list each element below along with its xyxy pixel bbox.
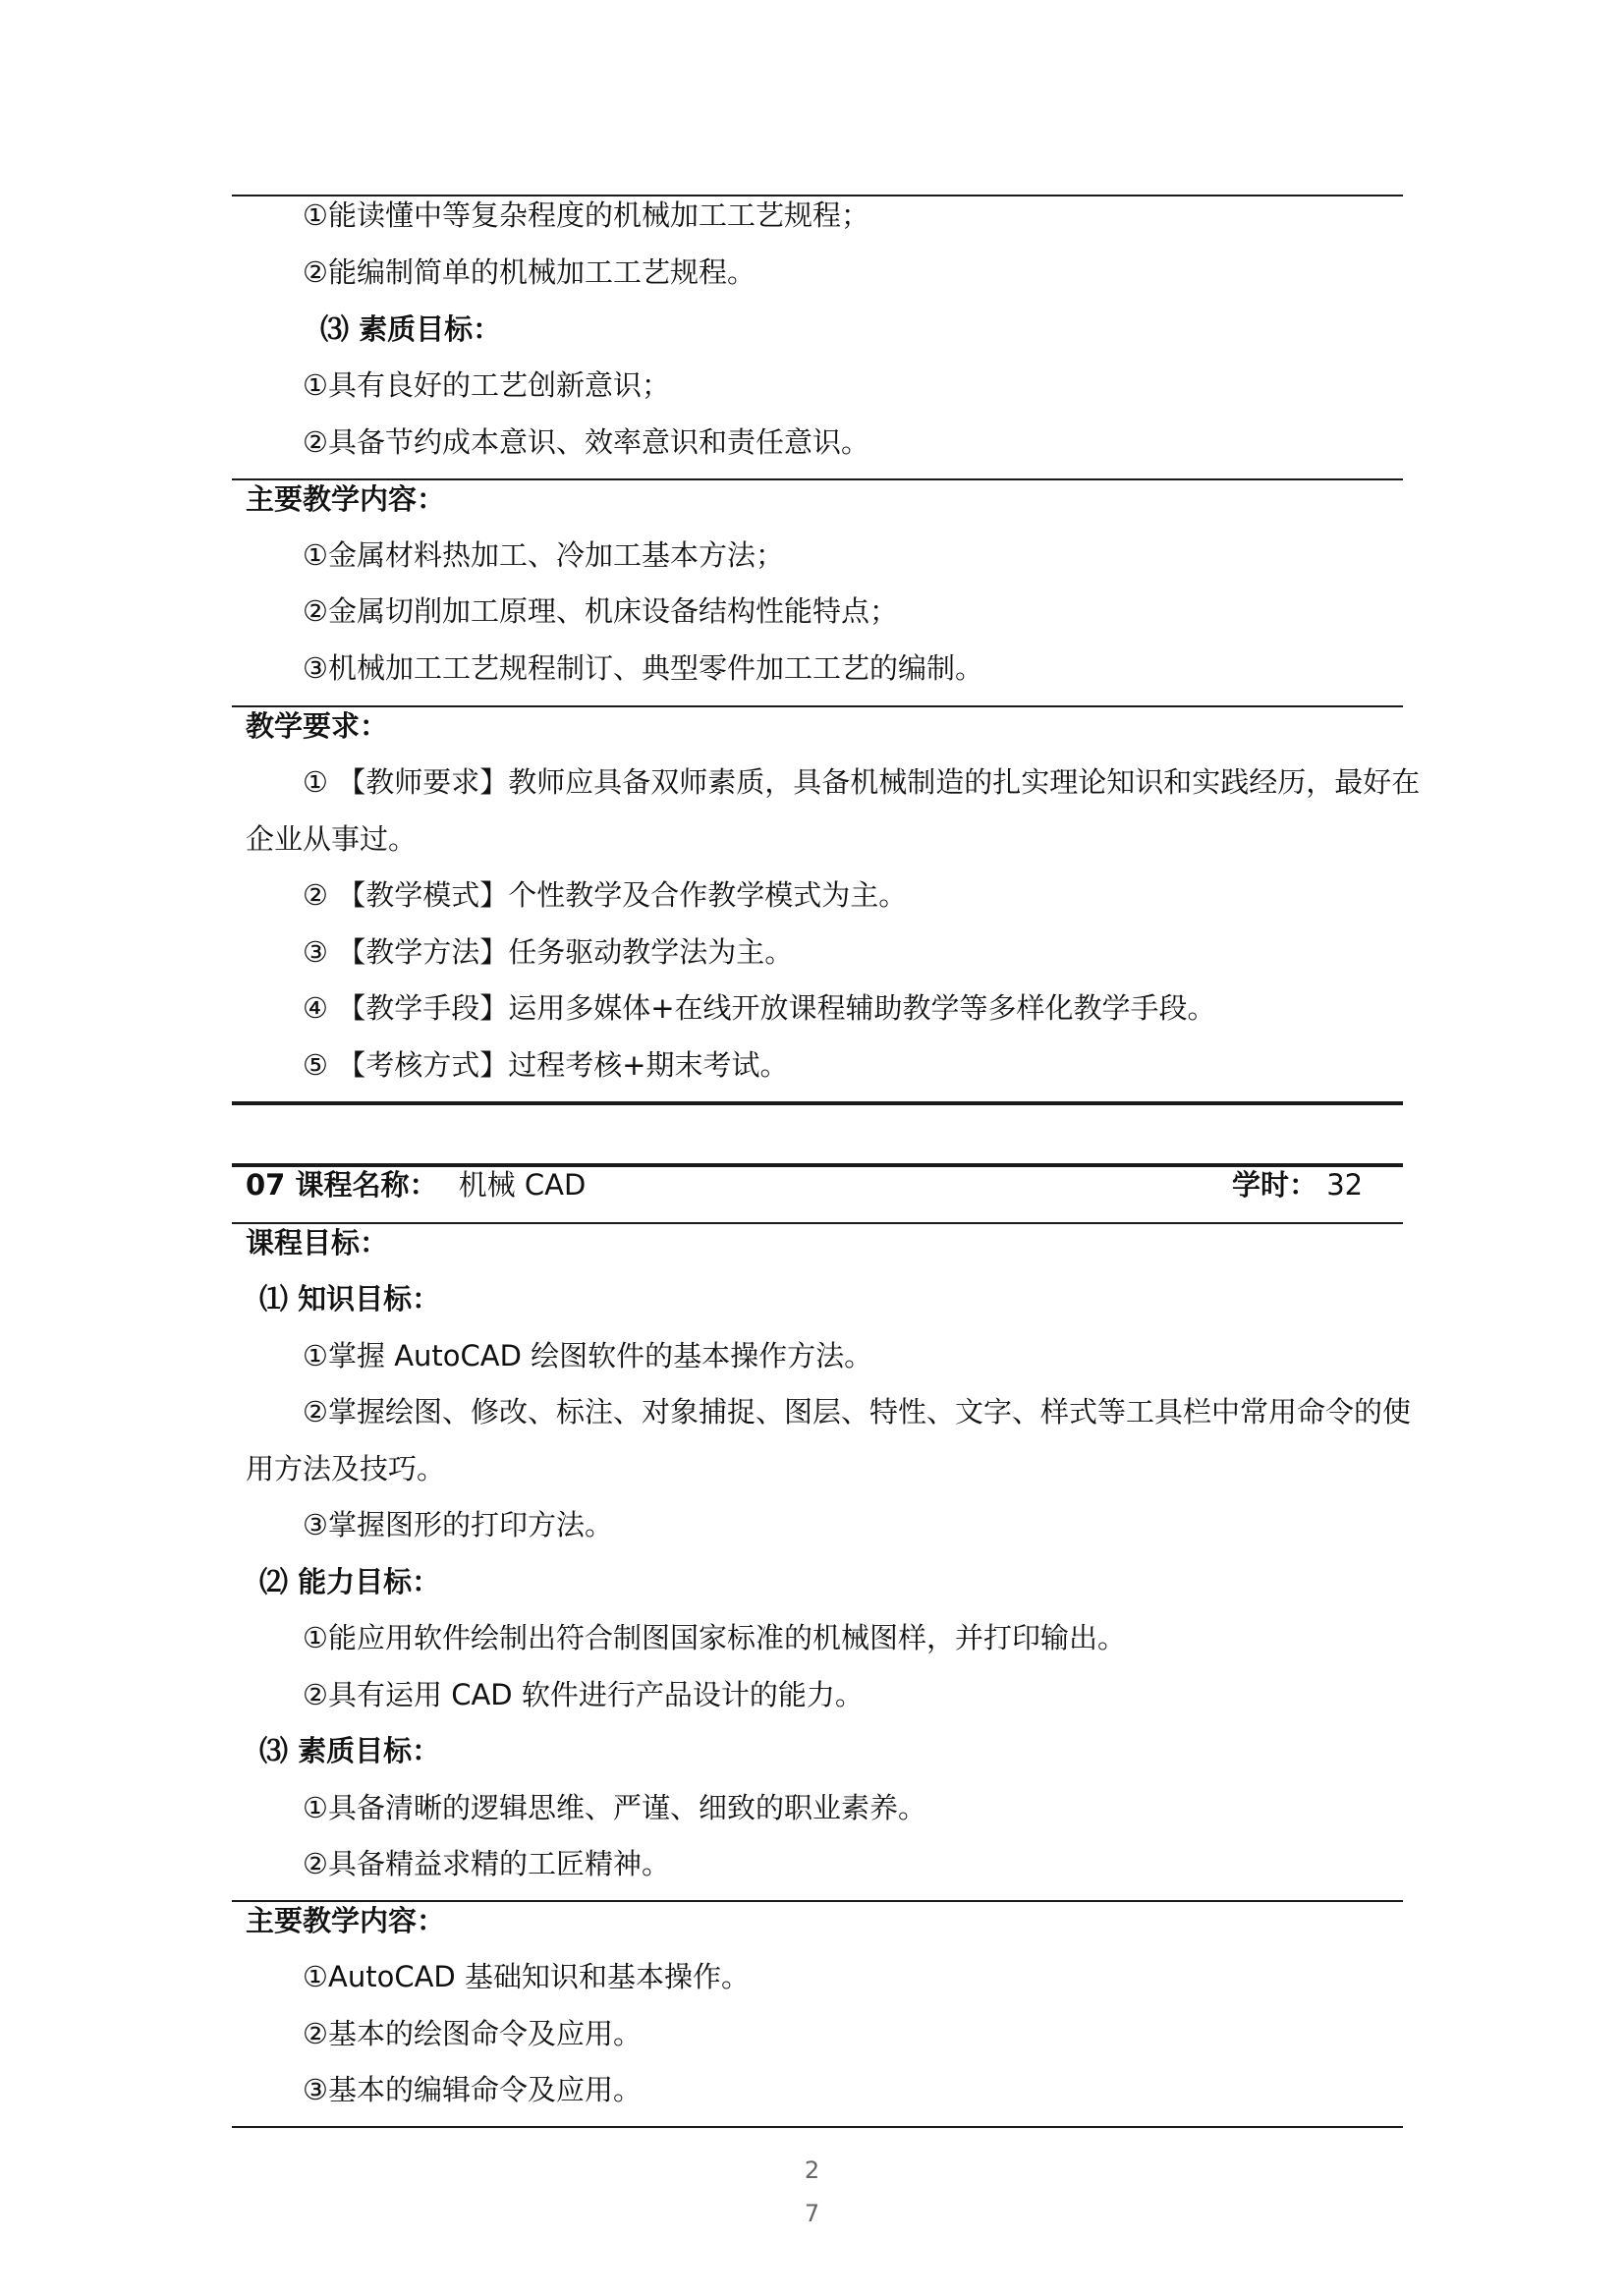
text-line: ①具有良好的工艺创新意识； xyxy=(303,368,670,402)
text-line: ⑤ 【考核方式】过程考核+期末考试。 xyxy=(303,1048,789,1082)
text-line: ②金属切削加工原理、机床设备结构性能特点； xyxy=(303,594,898,628)
text-line: ②具备节约成本意识、效率意识和责任意识。 xyxy=(303,425,869,459)
table-rule xyxy=(232,705,1403,707)
goals-heading: 课程目标： xyxy=(246,1226,389,1260)
text-line: ①具备清晰的逻辑思维、严谨、细致的职业素养。 xyxy=(303,1791,926,1824)
knowledge-goal-heading: ⑴ 知识目标： xyxy=(259,1282,441,1316)
course-title xyxy=(246,1165,586,1204)
text-line: 企业从事过。 xyxy=(246,822,418,856)
text-line: ①金属材料热加工、冷加工基本方法； xyxy=(303,538,784,572)
text-line: ③机械加工工艺规程制订、典型零件加工工艺的编制。 xyxy=(303,651,983,685)
page-number: 2 xyxy=(804,2156,820,2184)
quality-goal-heading: ⑶ 素质目标： xyxy=(320,312,502,346)
requirements-heading: 教学要求： xyxy=(246,709,389,743)
text-line: ② 【教学模式】个性教学及合作教学模式为主。 xyxy=(303,878,908,912)
text-line: ①掌握 AutoCAD 绘图软件的基本操作方法。 xyxy=(303,1339,873,1372)
course-label: 07 课程名称： xyxy=(246,1168,438,1202)
course-name: 机械 CAD xyxy=(458,1168,587,1202)
text-line: ④ 【教学手段】运用多媒体+在线开放课程辅助教学等多样化教学手段。 xyxy=(303,991,1216,1025)
quality-goal-heading: ⑶ 素质目标： xyxy=(259,1734,441,1767)
content-heading: 主要教学内容： xyxy=(246,1904,446,1937)
text-line: ③基本的编辑命令及应用。 xyxy=(303,2073,642,2106)
table-rule xyxy=(232,1222,1403,1224)
text-line: ③ 【教学方法】任务驱动教学法为主。 xyxy=(303,935,794,969)
content-heading: 主要教学内容： xyxy=(246,482,446,516)
text-line: 用方法及技巧。 xyxy=(246,1452,446,1485)
text-line: ③掌握图形的打印方法。 xyxy=(303,1508,613,1541)
hours-value: 32 xyxy=(1326,1168,1364,1202)
ability-goal-heading: ⑵ 能力目标： xyxy=(259,1565,441,1598)
text-line: ②能编制简单的机械加工工艺规程。 xyxy=(303,255,756,289)
text-line: ②具备精益求精的工匠精神。 xyxy=(303,1847,670,1880)
text-line: ②掌握绘图、修改、标注、对象捕捉、图层、特性、文字、样式等工具栏中常用命令的使 xyxy=(303,1395,1411,1428)
text-line: ①能读懂中等复杂程度的机械加工工艺规程； xyxy=(303,198,869,232)
hours-label: 学时： xyxy=(1232,1168,1318,1202)
page-number: 7 xyxy=(804,2200,820,2227)
text-line: ①能应用软件绘制出符合制图国家标准的机械图样，并打印输出。 xyxy=(303,1621,1126,1654)
text-line: ②具有运用 CAD 软件进行产品设计的能力。 xyxy=(303,1678,864,1711)
text-line: ① 【教师要求】教师应具备双师素质，具备机械制造的扎实理论知识和实践经历，最好在 xyxy=(303,765,1421,799)
table-rule xyxy=(232,2126,1403,2128)
text-line: ①AutoCAD 基础知识和基本操作。 xyxy=(303,1960,750,1993)
table-bottom-rule xyxy=(232,1101,1403,1105)
text-line: ②基本的绘图命令及应用。 xyxy=(303,2017,642,2050)
course-hours xyxy=(1232,1165,1363,1204)
